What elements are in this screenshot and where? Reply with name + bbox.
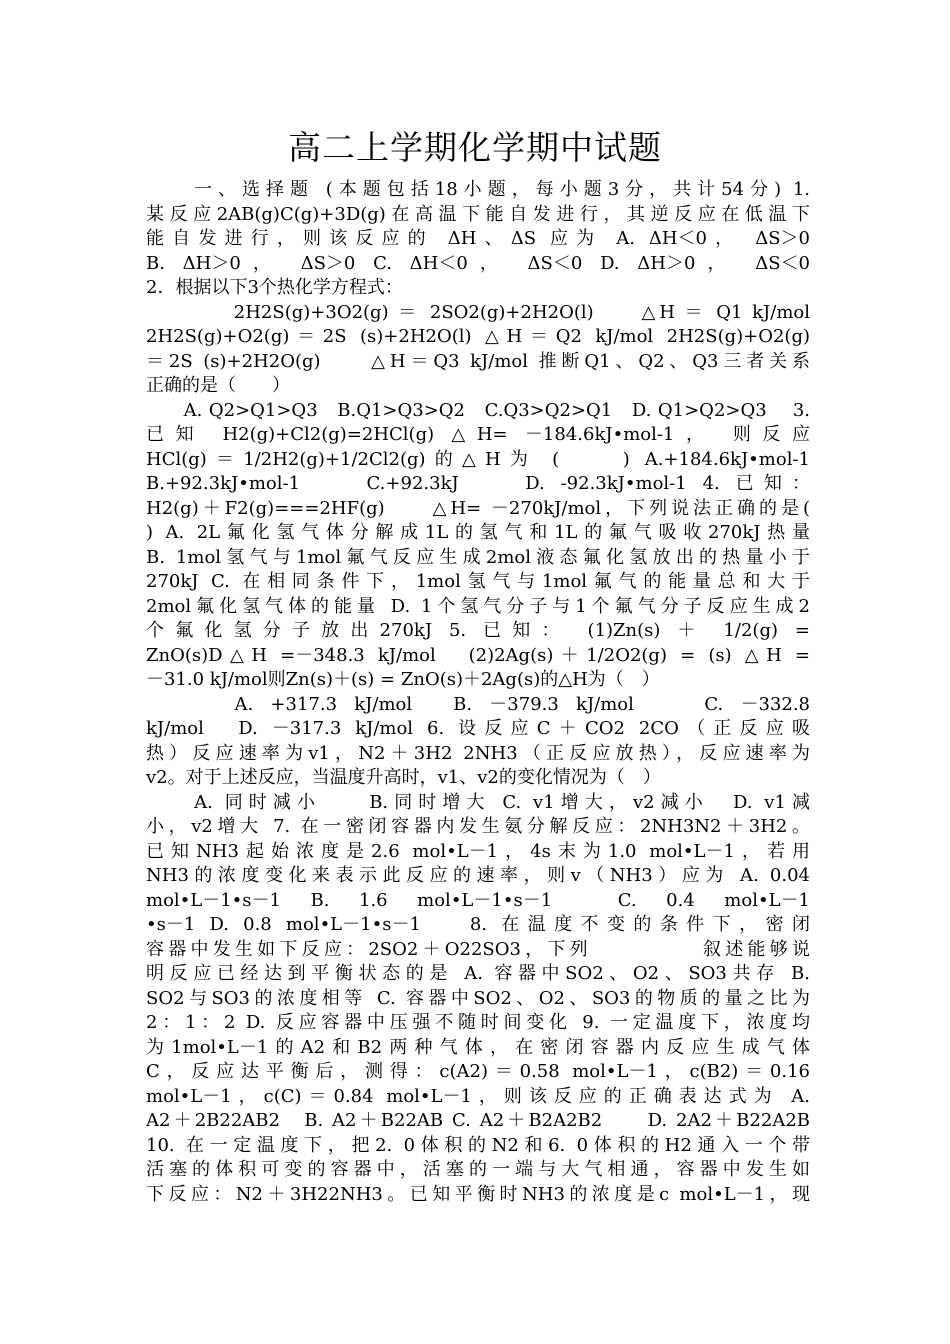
text-line: H2(g)＋F2(g)===2HF(g) △H= －270kJ/mol，下列说法正确的是( — [146, 497, 810, 519]
text-line: ＝2S (s)+2H2O(g) △H＝Q3 kJ/mol 推断Q1、Q2、Q3三者关系 — [146, 350, 810, 372]
text-line: 一、选择题 (本题包括18小题，每小题3分，共计54分) 1. — [146, 179, 810, 200]
text-line: kJ/mol D. －317.3 kJ/mol 6. 设反应C＋CO2 2CO（正反应吸 — [146, 718, 810, 739]
text-line: 下反应：N2＋3H22NH3。已知平衡时NH3的浓度是c mol•L－1，现 — [146, 1183, 810, 1205]
text-line: mol•L－1•s－1 B. 1.6 mol•L－1•s－1 C. 0.4 mol•L－1 — [146, 889, 810, 911]
text-line: 2H2S(g)+3O2(g) ＝ 2SO2(g)+2H2O(l) △H ＝ Q1 kJ/mol — [146, 301, 810, 323]
text-line: 已知 H2(g)+Cl2(g)=2HCl(g) △H= －184.6kJ•mol-1， 则反应 — [146, 424, 810, 445]
text-line: 2H2S(g)+O2(g)＝2S (s)+2H2O(l) △H＝Q2 kJ/mol 2H2S(g)+O2(g) — [146, 326, 810, 347]
text-line: 活塞的体积可变的容器中，活塞的一端与大气相通，容器中发生如 — [146, 1159, 810, 1180]
text-line: A. 同时减小 B.同时增大 C. v1增大，v2减小 D. v1减 — [146, 791, 810, 813]
text-line: B. 1mol氢气与1mol氟气反应生成2mol液态氟化氢放出的热量小于 — [146, 546, 810, 568]
text-line: 容器中发生如下反应：2SO2＋O22SO3，下列 叙述能够说 — [146, 938, 810, 960]
document-body — [146, 178, 810, 1207]
text-line: 小，v2增大 7. 在一密闭容器内发生氨分解反应：2NH3N2＋3H2。 — [146, 816, 810, 837]
text-line: 能自发进行，则该反应的 ΔH、ΔS 应为 A. ΔH＜0， ΔS＞0 — [146, 228, 810, 249]
text-line: 270kJ C. 在相同条件下，1mol氢气与1mol氟气的能量总和大于 — [146, 571, 810, 592]
text-line: B.+92.3kJ•mol-1 C.+92.3kJ D. -92.3kJ•mol-1 4. 已知： — [146, 473, 810, 494]
text-line: SO2与SO3的浓度相等 C. 容器中SO2、O2、SO3的物质的量之比为 — [146, 987, 810, 1009]
text-line: 某反应2AB(g)C(g)+3D(g)在高温下能自发进行，其逆反应在低温下 — [146, 203, 810, 225]
text-line: v2。对于上述反应，当温度升高时，v1、v2的变化情况为（ ） — [146, 767, 661, 788]
text-line: 2：1：2 D. 反应容器中压强不随时间变化 9. 一定温度下，浓度均 — [146, 1012, 810, 1033]
text-line: 10. 在一定温度下，把2. 0体积的N2和6. 0体积的H2通入一个带 — [146, 1134, 810, 1156]
text-line: A. Q2>Q1>Q3 B.Q1>Q3>Q2 C.Q3>Q2>Q1 D. Q1>Q2>Q3 3. — [146, 399, 810, 421]
text-line: 个氟化氢分子放出270kJ 5. 已知： (1)Zn(s) ＋ 1/2(g) = — [146, 620, 810, 641]
text-line: 已知NH3起始浓度是2.6 mol•L－1，4s末为1.0 mol•L－1，若用 — [146, 840, 810, 862]
text-line: A. +317.3 kJ/mol B. －379.3 kJ/mol C. －332.8 — [146, 693, 810, 715]
text-line: 2．根据以下3个热化学方程式： — [146, 277, 403, 298]
text-line: 明反应已经达到平衡状态的是 A. 容器中SO2、O2、SO3共存 B. — [146, 963, 810, 984]
text-line: ) A. 2L氟化氢气体分解成1L的氢气和1L的氟气吸收270kJ热量 — [146, 522, 810, 543]
text-line: 2mol氟化氢气体的能量 D. 1个氢气分子与1个氟气分子反应生成2 — [146, 595, 810, 617]
text-line: A2＋2B22AB2 B. A2＋B22AB C. A2＋B2A2B2 D. 2A2＋B22A2B — [146, 1110, 810, 1131]
text-line: C，反应达平衡后，测得：c(A2)＝0.58 mol•L－1，c(B2)＝0.16 — [146, 1061, 810, 1082]
text-line: 热）反应速率为v1，N2＋3H2 2NH3（正反应放热），反应速率为 — [146, 742, 810, 764]
text-line: NH3的浓度变化来表示此反应的速率，则v（NH3）应为 A. 0.04 — [146, 865, 810, 886]
document-title: 高二上学期化学期中试题 — [288, 128, 662, 167]
text-line: B. ΔH＞0， ΔS＞0 C. ΔH＜0， ΔS＜0 D. ΔH＞0， ΔS＜0 — [146, 252, 810, 274]
text-line: －31.0 kJ/mol则Zn(s)＋(s) = ZnO(s)＋2Ag(s)的△H为（ ） — [146, 669, 660, 690]
text-line: ZnO(s)D△H =－348.3 kJ/mol (2)2Ag(s)＋1/2O2(g) = (s) △H = — [146, 644, 810, 666]
text-line: 为1mol•L－1的A2和B2两种气体，在密闭容器内反应生成气体 — [146, 1036, 810, 1058]
text-line: HCl(g)＝1/2H2(g)+1/2Cl2(g)的△H为 ( ) A.+184.6kJ•mol-1 — [146, 448, 810, 470]
text-line: mol•L－1，c(C)＝0.84 mol•L－1，则该反应的正确表达式为 A. — [146, 1085, 810, 1107]
text-line: •s－1 D. 0.8 mol•L－1•s－1 8. 在温度不变的条件下，密闭 — [146, 914, 810, 935]
text-line: 正确的是（ ） — [146, 375, 290, 396]
